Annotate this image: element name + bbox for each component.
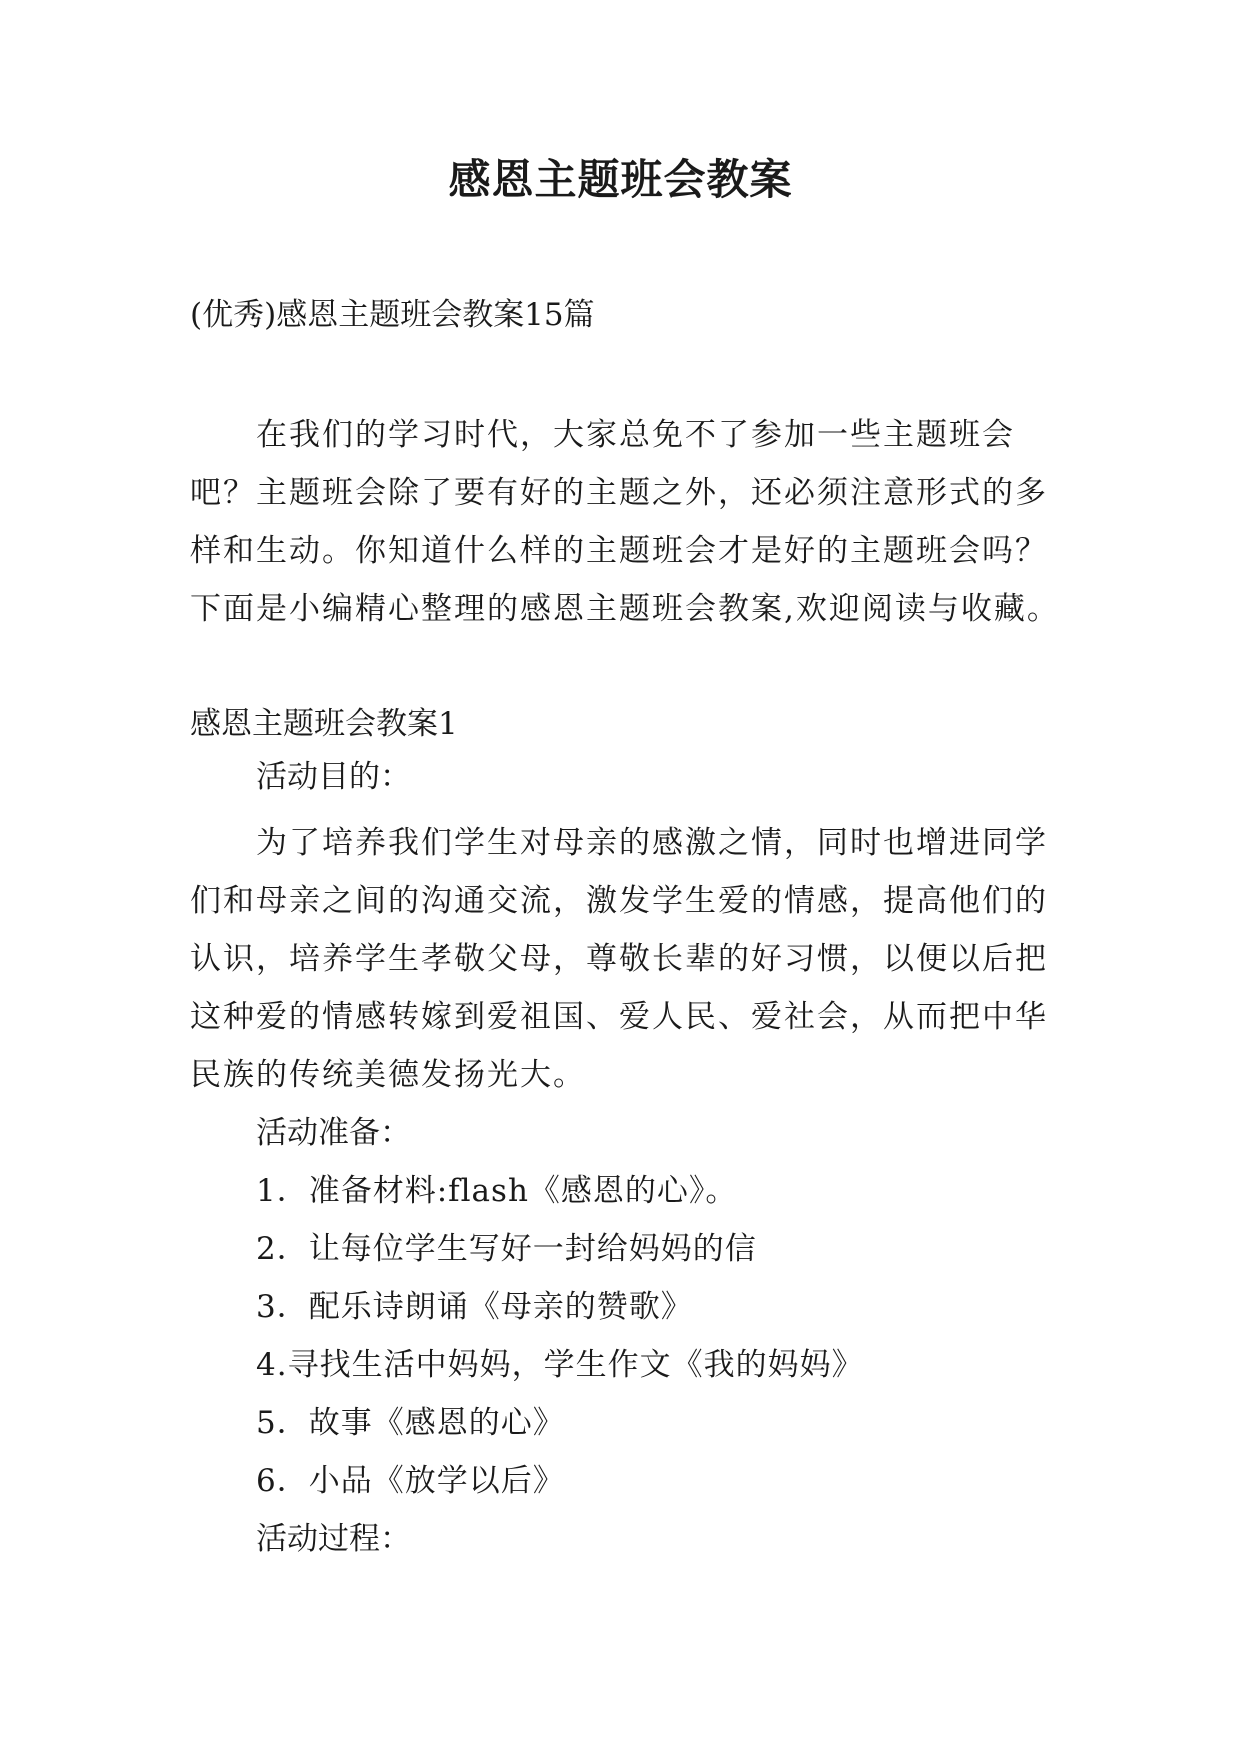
list-item: 1．准备材料:flash《感恩的心》。 [256,1173,738,1209]
list-item: 2．让每位学生写好一封给妈妈的信 [256,1231,757,1267]
prep-label: 活动准备： [256,1115,411,1151]
purpose-label: 活动目的： [256,759,411,795]
purpose-paragraph: 为了培养我们学生对母亲的感激之情，同时也增进同学们和母亲之间的沟通交流，激发学生爱的情感，提高他们的认识，培养学生孝敬父母，尊敬长辈的好习惯，以便以后把这种爱的情感转嫁到爱祖国、爱人民、爱社会，从而把中华民族的传统美德发扬光大。 [190,825,1048,1093]
section-body [190,756,1080,1568]
intro-paragraph: 在我们的学习时代，大家总免不了参加一些主题班会吧？主题班会除了要有好的主题之外，还必须注意形式的多样和生动。你知道什么样的主题班会才是好的主题班会吗？下面是小编精心整理的感恩主题班会教案,欢迎阅读与收藏。 [190,417,1060,627]
document-title: 感恩主题班会教案 [448,155,793,204]
list-item: 5．故事《感恩的心》 [256,1405,565,1441]
list-item: 3．配乐诗朗诵《母亲的赞歌》 [256,1289,693,1325]
document-subtitle: (优秀)感恩主题班会教案15篇 [190,297,595,333]
section-heading: 感恩主题班会教案1 [190,706,458,742]
prep-list [190,1162,1080,1510]
list-item: 6．小品《放学以后》 [256,1463,565,1499]
list-item: 4.寻找生活中妈妈，学生作文《我的妈妈》 [256,1347,864,1383]
process-label: 活动过程： [256,1521,411,1557]
